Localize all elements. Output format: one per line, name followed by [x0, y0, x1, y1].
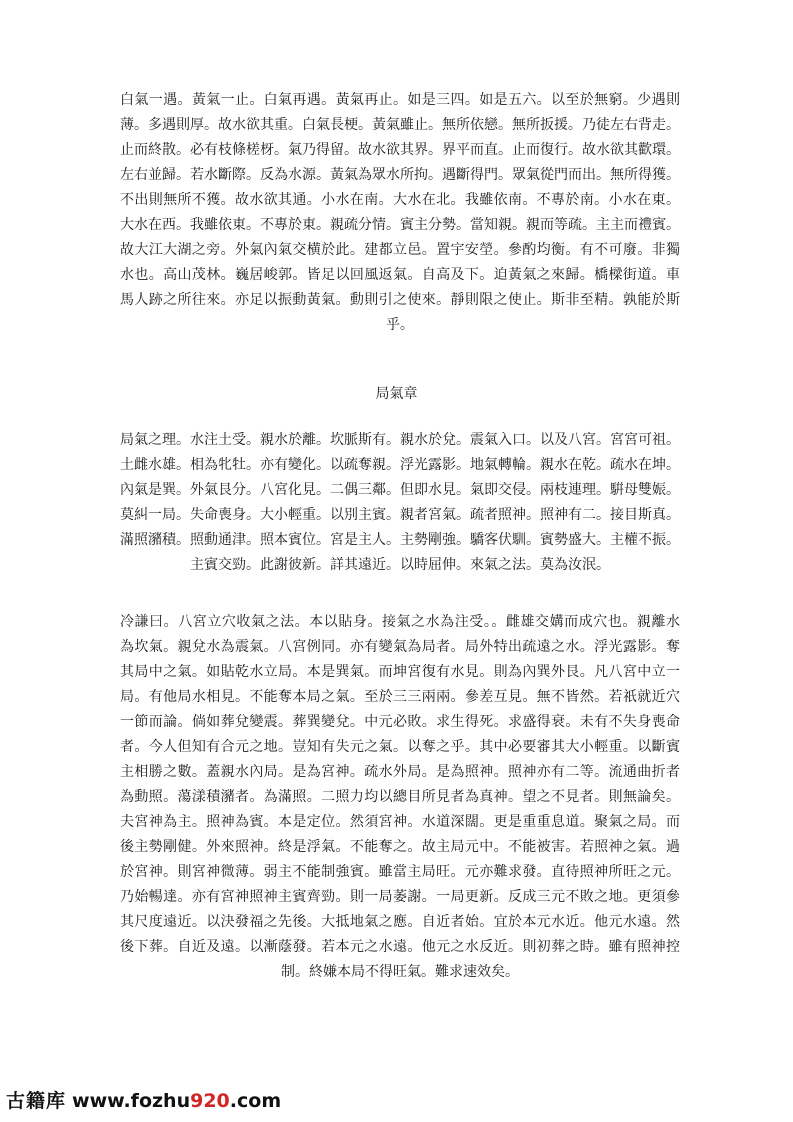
site-url-digits: 920 [190, 1090, 230, 1112]
text-line: 主相勝之數。蓋親水內局。是為宮神。疏水外局。是為照神。照神亦有二等。流通曲折者 [120, 764, 680, 780]
text-line: 制。終嫌本局不得旺氣。難求速效矣。 [281, 964, 519, 980]
chapter-title: 局氣章 [375, 386, 418, 402]
site-watermark [6, 1088, 281, 1114]
text-line: 內氣是巽。外氣艮分。八宮化見。二偶三鄰。但即水見。氣即交侵。兩枝連理。騈母雙娠。 [120, 482, 680, 498]
text-line: 滿照瀦積。照動通津。照本賓位。宮是主人。主勢剛強。驕客伏馴。賓勢盛大。主權不振。 [120, 532, 680, 548]
site-url-prefix: www.fozhu [72, 1090, 191, 1112]
site-url[interactable] [72, 1090, 281, 1112]
text-line: 局。有他局水相見。不能奪本局之氣。至於三三兩兩。參差互見。無不皆然。若祇就近穴 [120, 689, 680, 705]
text-line: 白氣一遇。黃氣一止。白氣再遇。黃氣再止。如是三四。如是五六。以至於無窮。少遇則 [120, 92, 680, 108]
text-line: 於宮神。則宮神微薄。弱主不能制強賓。雖當主局旺。元亦難求發。直待照神所旺之元。 [120, 864, 680, 880]
paragraph-verse [120, 428, 680, 578]
text-line: 不出則無所不獲。故水欲其通。小水在南。大水在北。我雖依南。不專於南。小水在東。 [120, 192, 680, 208]
site-name: 古籍库 [6, 1090, 67, 1112]
text-line: 局氣之理。水注土受。親水於離。坎脈斯有。親水於兌。震氣入口。以及八宮。宮宮可祖。 [120, 432, 680, 448]
text-line: 後主勢剛健。外來照神。終是浮氣。不能奪之。故主局元中。不能被害。若照神之氣。過 [120, 839, 680, 855]
text-line: 乃始暢達。亦有宮神照神主賓齊勁。則一局萎謝。一局更新。反成三元不敗之地。更須參 [120, 889, 680, 905]
site-url-suffix: .com [229, 1090, 282, 1112]
paragraph-commentary [120, 610, 680, 985]
text-line: 後下葬。自近及遠。以漸蔭發。若本元之水遠。他元之水反近。則初葬之時。雖有照神控 [120, 939, 680, 955]
text-line: 夫宮神為主。照神為賓。本是定位。然須宮神。水道深闊。更是重重息道。聚氣之局。而 [120, 814, 680, 830]
text-line: 其局中之氣。如貼乾水立局。本是巽氣。而坤宮復有水見。則為內巽外艮。凡八宮中立一 [120, 664, 680, 680]
text-line: 土雌水雄。相為牝牡。亦有變化。以疏奪親。浮光露影。地氣轉輪。親水在乾。疏水在坤。 [120, 457, 680, 473]
text-line: 主賓交勁。此謝彼新。詳其遠近。以時屈伸。來氣之法。莫為汝泯。 [190, 557, 610, 573]
text-line: 馬人跡之所往來。亦足以振動黃氣。動則引之使來。靜則限之使止。斯非至精。孰能於斯 [120, 292, 680, 308]
text-line: 者。今人但知有合元之地。豈知有失元之氣。以奪之乎。其中必要審其大小輕重。以斷賓 [120, 739, 680, 755]
text-line: 止而終散。必有枝條槎枒。氣乃得留。故水欲其界。界平而直。止而復行。故水欲其歡環。 [120, 142, 680, 158]
text-line: 左右並歸。若水斷際。反為水源。黃氣為眾水所拘。遇斷得門。眾氣從門而出。無所得獲。 [120, 167, 680, 183]
text-line: 冷謙曰。八宮立穴收氣之法。本以貼身。接氣之水為注受。。雌雄交媾而成穴也。親離水 [120, 614, 680, 630]
text-line: 莫糾一局。失命喪身。大小輕重。以別主賓。親者宮氣。疏者照神。照神有二。接目斯真。 [120, 507, 680, 523]
text-line: 水也。高山茂林。巍居峻郭。皆足以回風返氣。自高及下。迫黃氣之來歸。橋樑街道。車 [120, 267, 680, 283]
text-line: 為坎氣。親兌水為震氣。八宮例同。亦有變氣為局者。局外特出疏遠之水。浮光露影。奪 [120, 639, 680, 655]
text-line: 為動照。蕩漾積瀦者。為滿照。二照力均以總目所見者為真神。望之不見者。則無論矣。 [120, 789, 680, 805]
text-line: 其尺度遠近。以決發福之先後。大抵地氣之應。自近者始。宜於本元水近。他元水遠。然 [120, 914, 680, 930]
text-line: 乎。 [386, 317, 414, 333]
text-line: 薄。多遇則厚。故水欲其重。白氣長梗。黃氣雖止。無所依戀。無所扳援。乃徒左右背走。 [120, 117, 680, 133]
text-line: 故大江大湖之旁。外氣內氣交横於此。建都立邑。置宇安塋。參酌均衡。有不可廢。非獨 [120, 242, 680, 258]
paragraph-intro [120, 88, 680, 338]
text-line: 一節而論。倘如葬兌變震。葬巽變兌。中元必敗。求生得死。求盛得衰。未有不失身喪命 [120, 714, 680, 730]
text-line: 大水在西。我雖依東。不專於東。親疏分情。賓主分勢。當知親。親而等疏。主主而禮賓。 [120, 217, 680, 233]
